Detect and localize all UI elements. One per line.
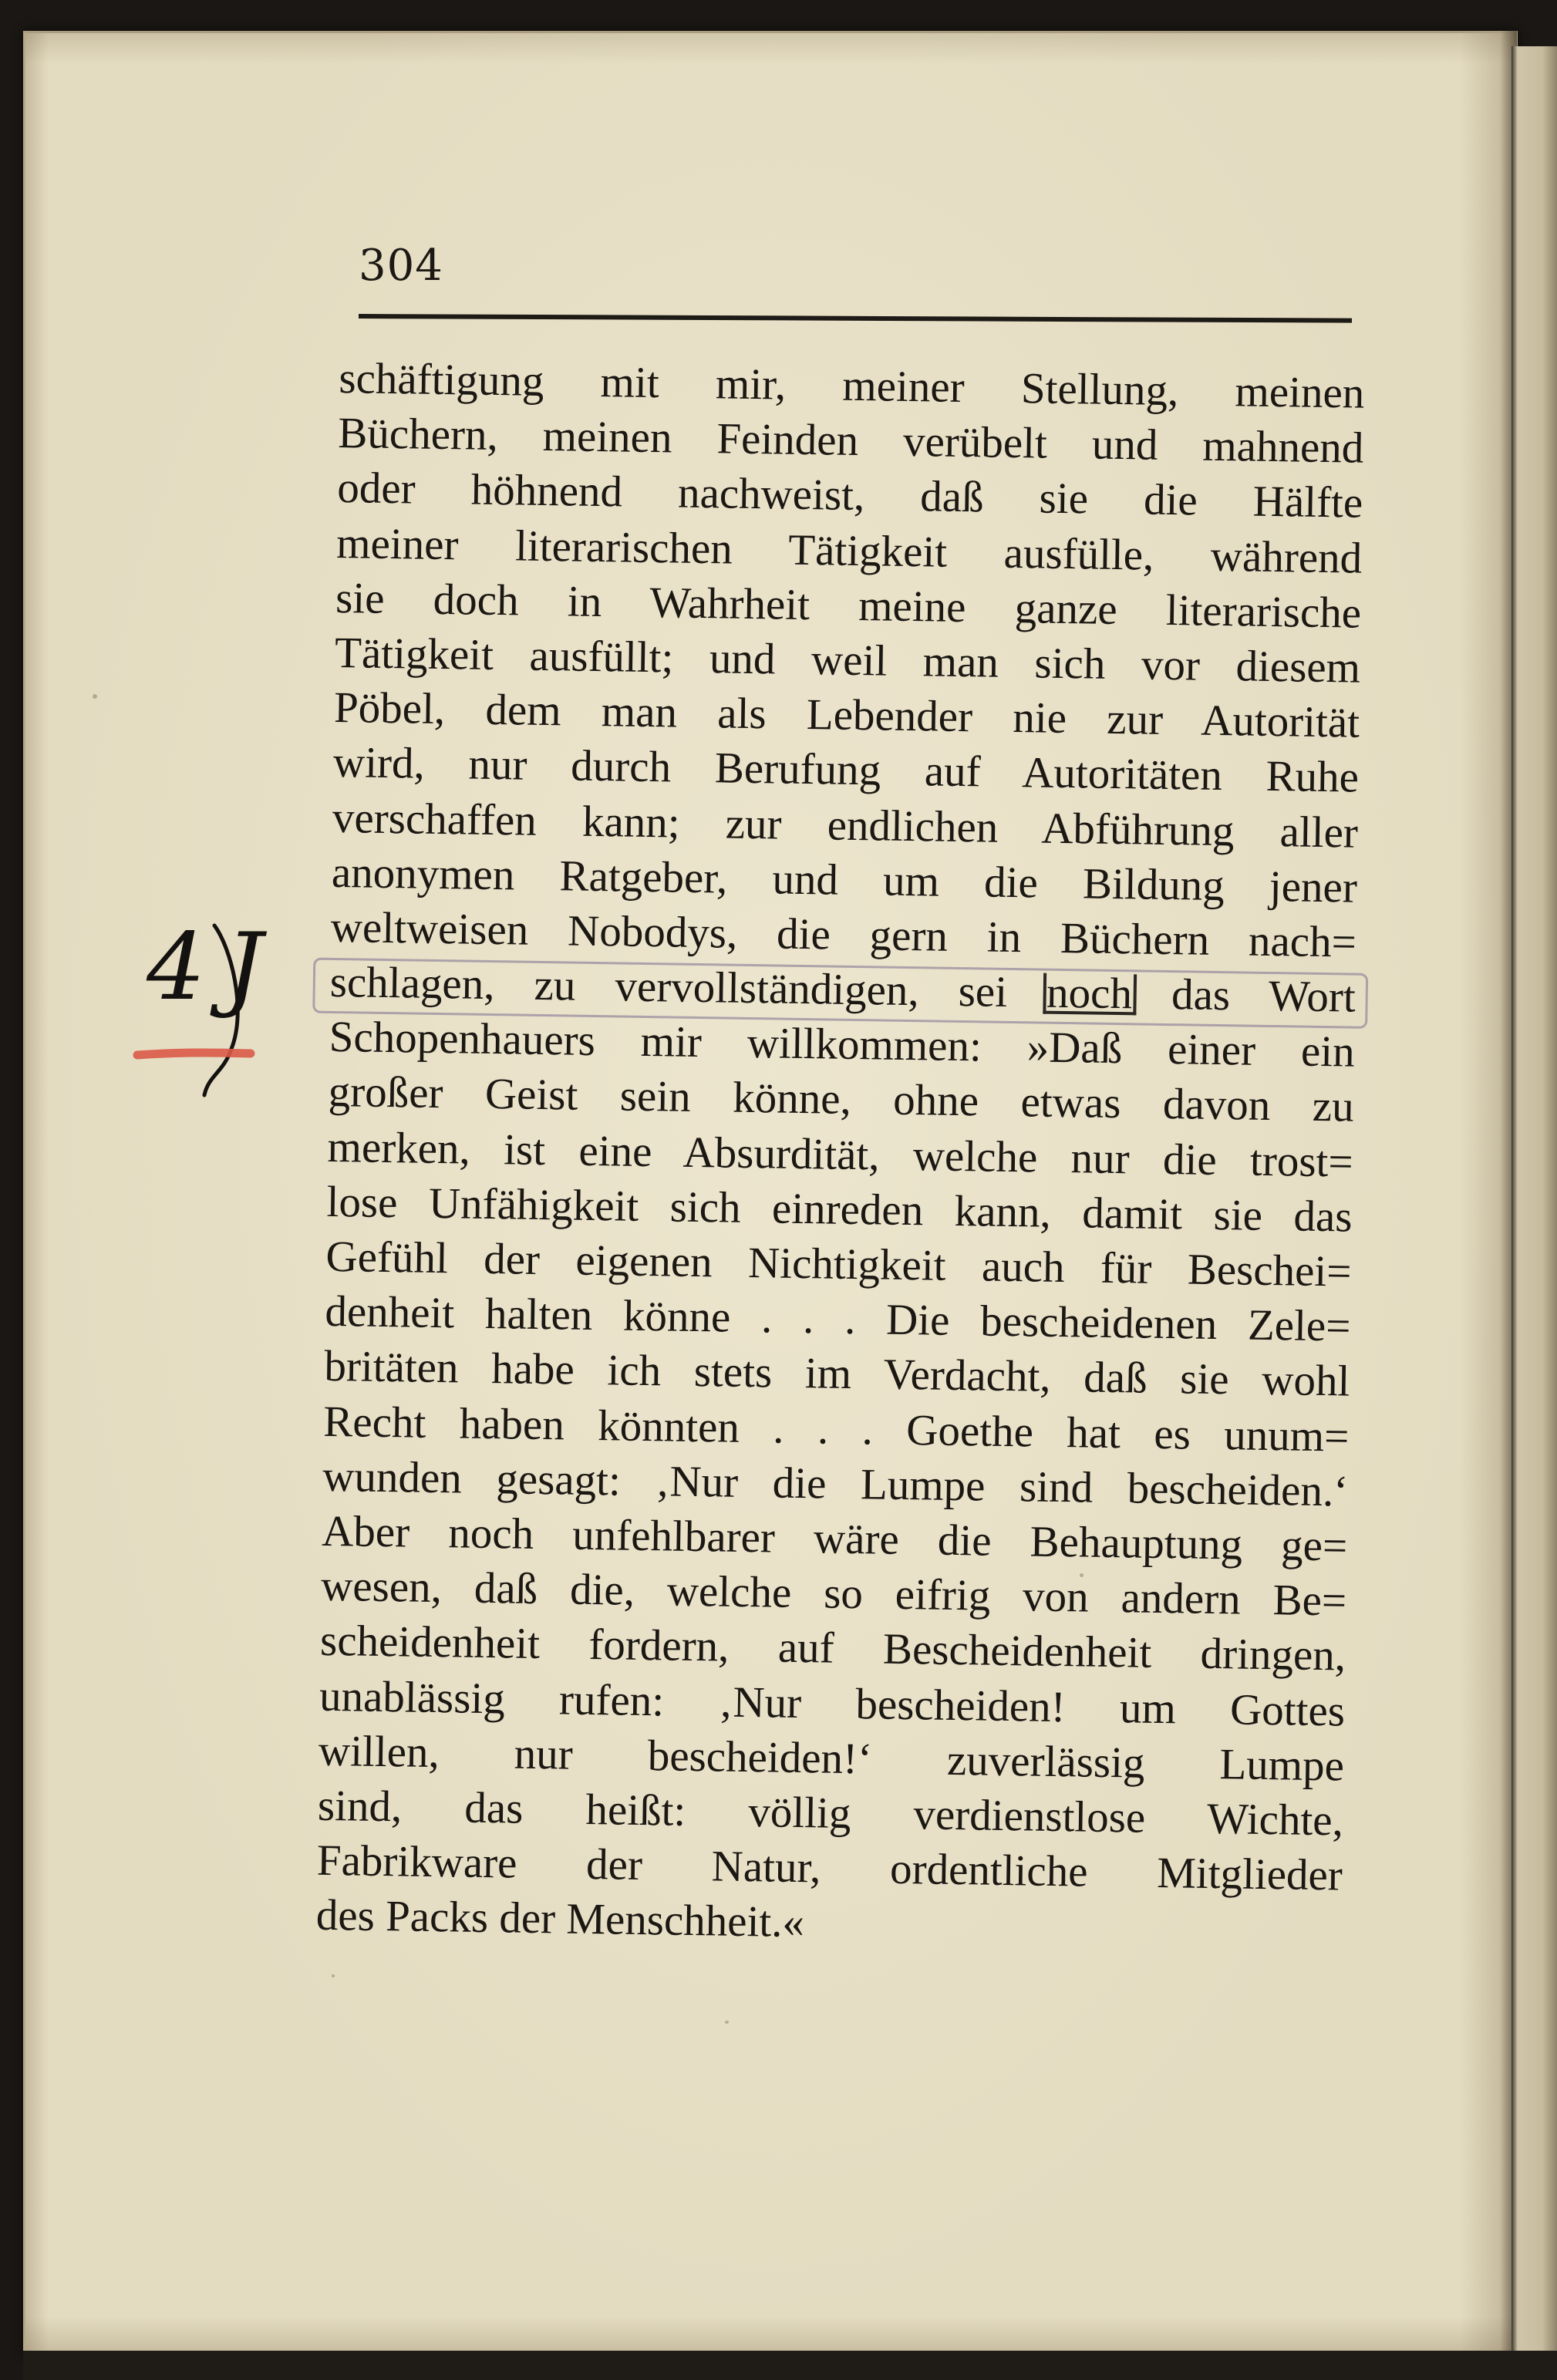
- text-line: Tätigkeit ausfüllt; und weil man sich vor diesem: [334, 628, 1361, 693]
- text-line: meiner literarischen Tätigkeit ausfülle, während: [335, 518, 1363, 583]
- text-line-last: des Packs der Menschheit.«: [315, 1891, 805, 1947]
- margin-annotation-pencil-mark: [116, 918, 293, 1118]
- text-line: oder höhnend nachweist, daß sie die Hälfte: [336, 464, 1363, 528]
- text-line: großer Geist sein könne, ohne etwas davon zu: [328, 1067, 1355, 1132]
- text-line: denheit halten könne . . . Die bescheidenen Zele=: [325, 1287, 1351, 1351]
- text-line: Recht haben könnten . . . Goethe hat es unum=: [322, 1397, 1350, 1461]
- next-page-edge: [1512, 46, 1557, 2352]
- text-line: sie doch in Wahrheit meine ganze literarische: [335, 573, 1362, 638]
- boxed-line-tail: das Wort: [1171, 970, 1356, 1022]
- text-line: Gefühl der eigenen Nichtigkeit auch für Beschei=: [325, 1232, 1352, 1296]
- text-line: sind, das heißt: völlig verdienstlose Wichte,: [317, 1781, 1344, 1846]
- struck-word-text: noch: [1046, 968, 1133, 1019]
- text-line: Büchern, meinen Feinden verübelt und mahnend: [337, 409, 1364, 473]
- text-line: merken, ist eine Absurdität, welche nur die trost=: [327, 1122, 1354, 1187]
- paper-speck: [332, 1974, 335, 1977]
- paper-speck: [93, 694, 97, 699]
- page-number: 304: [359, 241, 443, 291]
- annotation-stroke: [204, 925, 238, 1095]
- text-line: weltweisen Nobodys, die gern in Büchern nach=: [330, 902, 1357, 967]
- text-line: scheidenheit fordern, auf Bescheidenheit dringen,: [319, 1616, 1346, 1680]
- text-line: lose Unfähigkeit sich einreden kann, damit sie das: [326, 1177, 1353, 1242]
- paper-speck: [725, 2021, 729, 2024]
- body-text: [315, 351, 1364, 1958]
- red-pencil-underline: [137, 1053, 251, 1055]
- text-line: wesen, daß die, welche so eifrig von andern Be=: [320, 1561, 1347, 1626]
- text-line: verschaffen kann; zur endlichen Abführung aller: [332, 793, 1359, 858]
- text-line: wunden gesagt: ‚Nur die Lumpe sind bescheiden.‘: [322, 1451, 1349, 1516]
- text-line: Fabrikware der Natur, ordentliche Mitglieder: [316, 1836, 1343, 1900]
- text-line: anonymen Ratgeber, und um die Bildung jener: [331, 848, 1358, 912]
- text-line: Aber noch unfehlbarer wäre die Behauptung ge=: [321, 1506, 1348, 1571]
- text-line: willen, nur bescheiden!‘ zuverlässig Lumpe: [318, 1726, 1345, 1791]
- text-line: Schopenhauers mir willkommen: »Daß einer ein: [329, 1013, 1356, 1077]
- struck-word: [1046, 966, 1133, 1022]
- text-line: Pöbel, dem man als Lebender nie zur Autorität: [333, 683, 1360, 747]
- boxed-line-start: schlagen, zu vervollständigen, sei: [329, 957, 1008, 1016]
- text-line: wird, nur durch Berufung auf Autoritäten Ruhe: [332, 738, 1360, 802]
- text-line: britäten habe ich stets im Verdacht, daß sie wohl: [323, 1342, 1350, 1406]
- text-line: schäftigung mit mir, meiner Stellung, meinen: [339, 353, 1365, 418]
- bottom-edge: [23, 2351, 1557, 2380]
- margin-annotation: 4 J: [147, 914, 258, 1021]
- text-line: unablässig rufen: ‚Nur bescheiden! um Gottes: [318, 1671, 1346, 1736]
